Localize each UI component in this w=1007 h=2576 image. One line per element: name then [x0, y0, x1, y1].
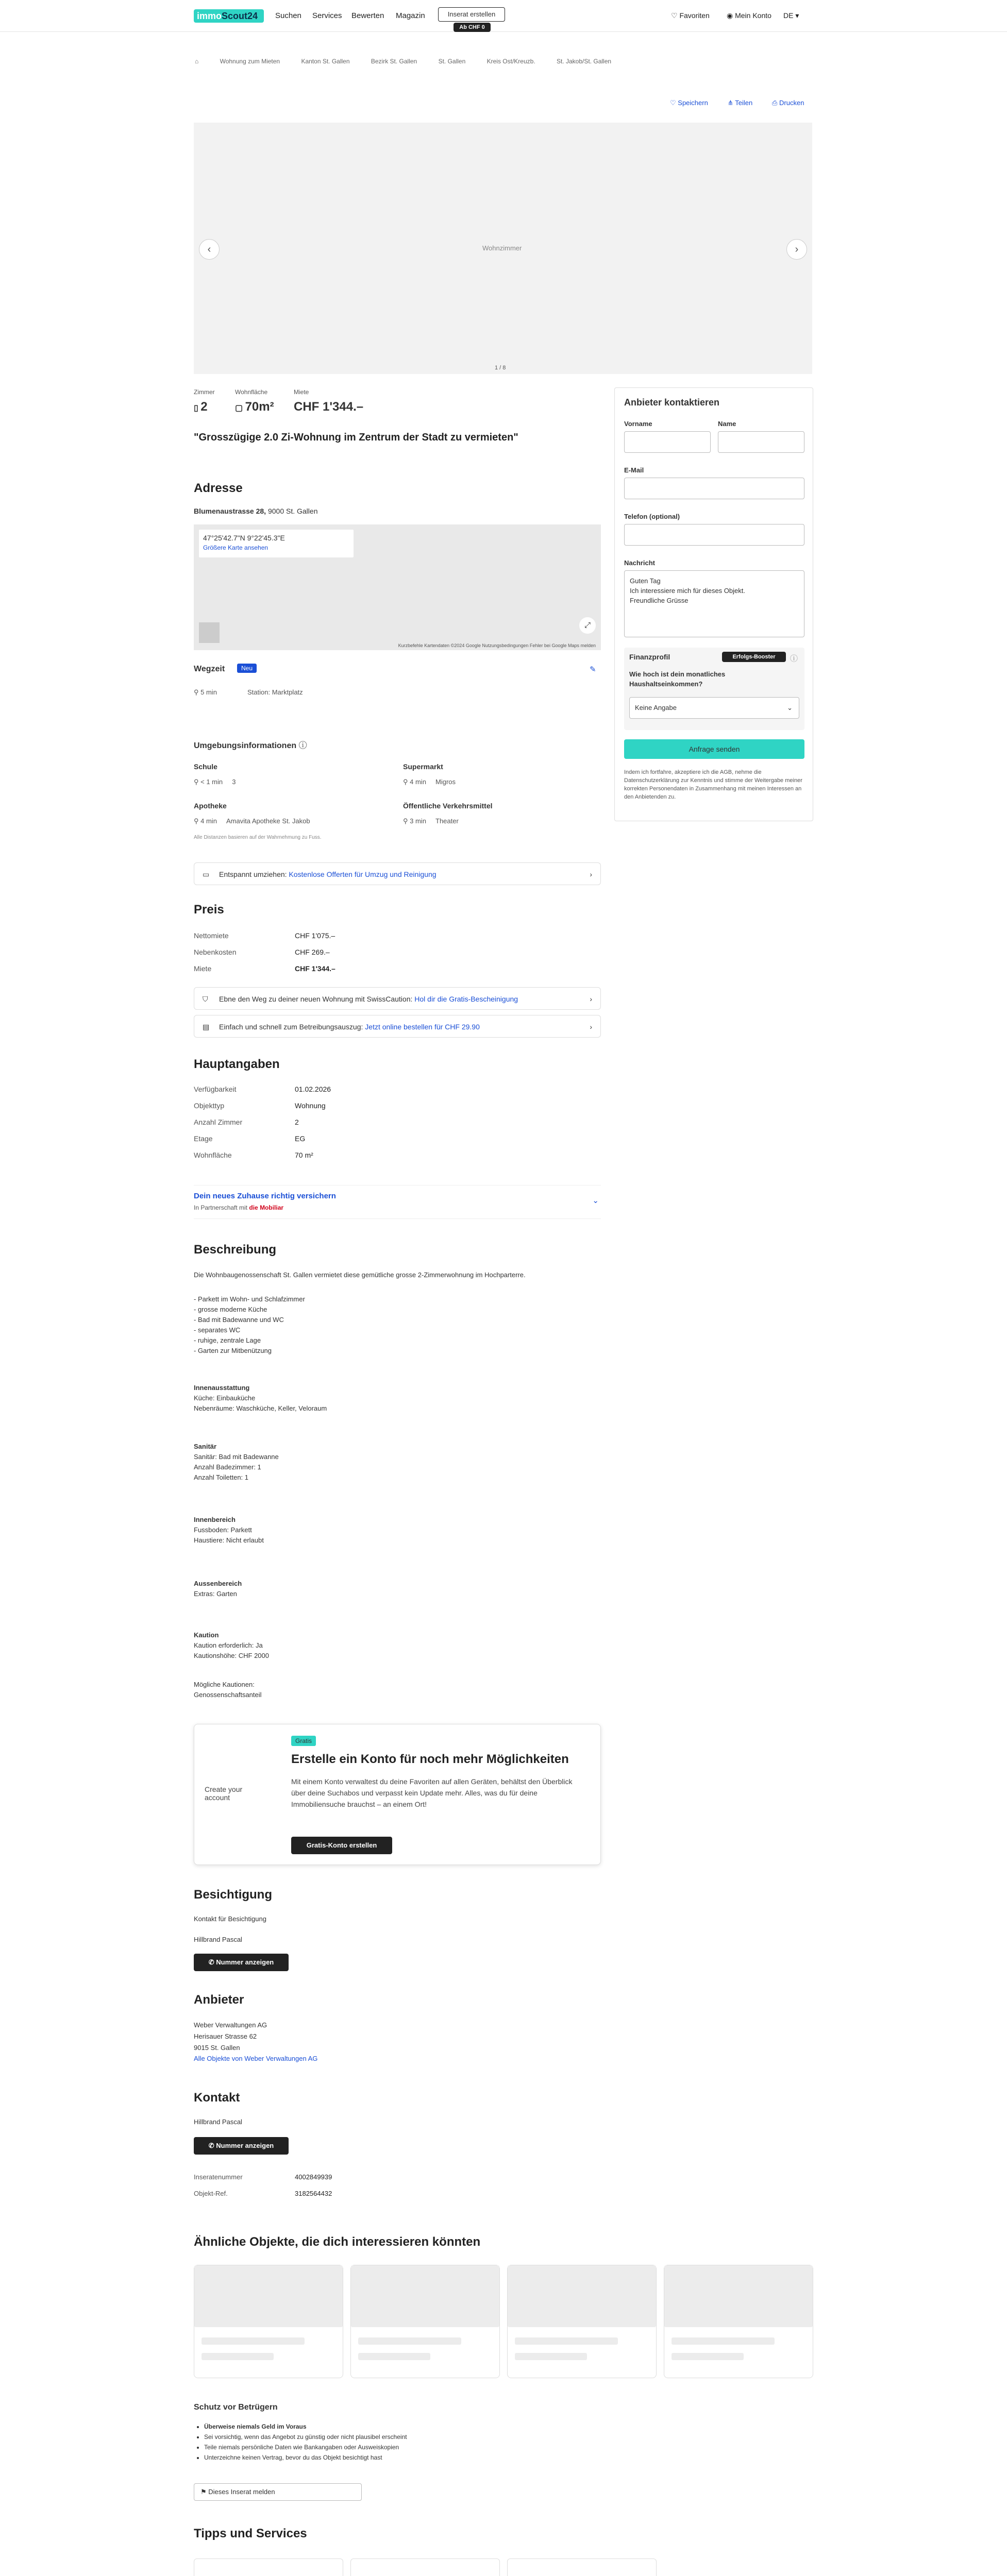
total-rent-label: Miete	[194, 964, 212, 973]
possible-deposits: Mögliche Kautionen: Genossenschaftsanteil	[194, 1681, 262, 1699]
map-larger-link[interactable]: Größere Karte ansehen	[203, 544, 268, 551]
document-icon: ▤	[203, 1023, 210, 1031]
availability-value: 01.02.2026	[295, 1085, 331, 1093]
chevron-right-icon: ›	[590, 870, 592, 878]
surroundings-heading: Umgebungsinformationen ⓘ	[194, 741, 307, 750]
nav-search[interactable]: Suchen	[275, 11, 301, 20]
rooms-label: Zimmer	[194, 388, 215, 396]
fraud-heading: Schutz vor Betrügern	[194, 2403, 278, 2412]
account-promo-title: Erstelle ein Konto für noch mehr Möglichkeiten	[291, 1752, 569, 1766]
crumb[interactable]: St. Gallen	[438, 58, 466, 65]
chevron-right-icon: ›	[590, 1023, 592, 1031]
nav-services[interactable]: Services	[312, 11, 342, 20]
email-input[interactable]	[624, 478, 804, 499]
crumb[interactable]: Bezirk St. Gallen	[371, 58, 417, 65]
object-ref-label: Objekt-Ref.	[194, 2190, 228, 2197]
income-question: Wie hoch ist dein monatliches Haushaltseinkommen?	[629, 670, 726, 688]
phone-icon: ✆	[208, 2142, 216, 2149]
logo[interactable]: immoScout24	[194, 9, 264, 23]
outdoor-section: Aussenbereich Extras: Garten	[194, 1580, 242, 1598]
legal-text: Indem ich fortfahre, akzeptiere ich die AGB, nehme die Datenschutzerklärung zur Kenntnis und stimme der Weitergabe meiner korrekten Personendaten in Zusammenhang mit meinen Interessen an den Anbietenden zu.	[624, 769, 802, 800]
walk-icon: ⚲	[194, 688, 201, 696]
net-rent-value: CHF 1'075.–	[295, 931, 335, 940]
market-label: Supermarkt	[403, 762, 443, 771]
phone-input[interactable]	[624, 524, 804, 546]
map-coords: 47°25'42.7"N 9°22'45.3"E	[203, 534, 285, 542]
last-name-label: Name	[718, 420, 736, 428]
availability-label: Verfügbarkeit	[194, 1085, 237, 1093]
indoor-section: Innenbereich Fussboden: Parkett Haustiere: Nicht erlaubt	[194, 1516, 264, 1544]
swisscaution-row[interactable]	[194, 987, 601, 1010]
address-heading: Adresse	[194, 481, 243, 495]
map-expand-icon[interactable]: ⤢	[579, 617, 596, 634]
school-info: ⚲ < 1 min 3	[194, 778, 236, 786]
tip-card[interactable]	[194, 2558, 343, 2576]
heart-icon: ♡	[670, 99, 678, 107]
floor-value: EG	[295, 1134, 306, 1143]
similar-card[interactable]	[350, 2265, 500, 2378]
insurance-title: Dein neues Zuhause richtig versichern	[194, 1192, 336, 1200]
contact-phone-button[interactable]: ✆ Nummer anzeigen	[194, 2137, 289, 2155]
moving-offer-text: Entspannt umziehen:	[219, 870, 287, 878]
living-area-value: 70 m²	[295, 1151, 313, 1159]
phone-label: Telefon (optional)	[624, 513, 680, 520]
report-listing-button[interactable]: ⚑ Dieses Inserat melden	[194, 2483, 362, 2501]
save-button[interactable]: ♡ Speichern	[670, 99, 708, 107]
similar-card[interactable]	[194, 2265, 343, 2378]
send-request-button[interactable]: Anfrage senden	[624, 739, 804, 759]
sanitary-section: Sanitär Sanitär: Bad mit Badewanne Anzahl Badezimmer: 1 Anzahl Toiletten: 1	[194, 1443, 279, 1481]
tip-card[interactable]	[350, 2558, 500, 2576]
walk-icon: ⚲	[194, 817, 201, 825]
image-gallery[interactable]	[194, 123, 812, 374]
viewing-phone-button[interactable]: ✆ Nummer anzeigen	[194, 1954, 289, 1971]
gallery-prev-button[interactable]	[199, 239, 220, 260]
account-promo-text: Mit einem Konto verwaltest du deine Favoriten auf allen Geräten, behältst den Überblick über deine Suchabos und verpasst kein Update mehr. Alles, was du für deine Immobiliensuche brauchst – an einem Ort!	[291, 1777, 573, 1808]
truck-icon: ▭	[203, 870, 210, 878]
commute-heading: Wegzeit	[194, 665, 225, 673]
info-icon[interactable]: ⓘ	[790, 654, 798, 663]
viewing-heading: Besichtigung	[194, 1888, 273, 1902]
share-button[interactable]: ⋔ Teilen	[728, 99, 753, 107]
door-icon: ▯	[194, 404, 201, 413]
listing-number-value: 4002849939	[295, 2173, 332, 2181]
create-account-button[interactable]: Gratis-Konto erstellen	[291, 1837, 392, 1854]
flag-icon: ⚑	[200, 2488, 209, 2496]
extra-costs-value: CHF 269.–	[295, 948, 330, 956]
chevron-right-icon: ›	[795, 244, 799, 255]
contact-form-heading: Anbieter kontaktieren	[624, 397, 720, 408]
walk-icon: ⚲	[403, 817, 410, 825]
object-type-label: Objekttyp	[194, 1101, 225, 1110]
account-link[interactable]: ◉ Mein Konto	[727, 11, 771, 20]
print-icon: ⎙	[772, 99, 780, 107]
floor-label: Etage	[194, 1134, 213, 1143]
share-icon: ⋔	[728, 99, 735, 107]
chevron-down-icon: ⌄	[787, 704, 793, 711]
caution-text: Ebne den Weg zu deiner neuen Wohnung mit SwissCaution:	[219, 995, 413, 1003]
phone-icon: ✆	[208, 1958, 216, 1966]
insurance-banner[interactable]	[194, 1185, 601, 1219]
insurance-partner: In Partnerschaft mit die Mobiliar	[194, 1204, 284, 1211]
main-info-heading: Hauptangaben	[194, 1057, 280, 1071]
message-textarea[interactable]: Guten Tag Ich interessiere mich für dieses Objekt. Freundliche Grüsse	[624, 570, 804, 637]
tip-card[interactable]	[507, 2558, 657, 2576]
transport-label: Öffentliche Verkehrsmittel	[403, 802, 493, 810]
address-line: Blumenaustrasse 28, 9000 St. Gallen	[194, 507, 318, 515]
favorites-link[interactable]: ♡ Favoriten	[671, 11, 710, 20]
walk-icon: ⚲	[194, 778, 201, 786]
fraud-tips: • Überweise niemals Geld im Voraus • Sei vorsichtig, wenn das Angebot zu günstig oder nicht plausibel erscheint • Teile niemals persönliche Daten wie Bankangaben oder Ausweiskopien • Unterzeichne keinen Vertrag, bevor du das Objekt besichtigt hast	[204, 2421, 407, 2463]
listing-title: "Grosszügige 2.0 Zi-Wohnung im Zentrum der Stadt zu vermieten"	[194, 432, 518, 443]
similar-heading: Ähnliche Objekte, die dich interessieren könnten	[194, 2235, 481, 2249]
chevron-right-icon: ›	[590, 995, 592, 1003]
price-heading: Preis	[194, 903, 224, 917]
finance-profile-box	[624, 648, 804, 730]
net-rent-label: Nettomiete	[194, 931, 229, 940]
room-count-label: Anzahl Zimmer	[194, 1118, 243, 1126]
insert-button[interactable]: Inserat erstellen	[438, 7, 505, 22]
area-label: Wohnfläche	[235, 388, 268, 396]
rent-value: CHF 1'344.–	[294, 400, 364, 414]
user-icon: ◉	[727, 11, 735, 20]
room-count-value: 2	[295, 1118, 299, 1126]
crumb[interactable]: Kreis Ost/Kreuzb.	[486, 58, 535, 65]
transport-info: ⚲ 3 min Theater	[403, 817, 459, 825]
provider-objects-link[interactable]: Alle Objekte von Weber Verwaltungen AG	[194, 2055, 318, 2062]
provider-heading: Anbieter	[194, 1993, 244, 2007]
listing-number-label: Inseratenummer	[194, 2173, 243, 2181]
heart-icon: ♡	[671, 11, 680, 20]
description-heading: Beschreibung	[194, 1243, 277, 1257]
moving-offer-row[interactable]	[194, 862, 601, 885]
free-badge: Gratis	[291, 1736, 316, 1746]
pharmacy-info: ⚲ 4 min Amavita Apotheke St. Jakob	[194, 817, 310, 825]
site-header	[0, 0, 1007, 32]
commute-destination: Station: Marktplatz	[247, 688, 303, 696]
provider-address: Weber Verwaltungen AG Herisauer Strasse 62 9015 St. Gallen	[194, 2021, 267, 2052]
rooms-value: ▯ 2	[194, 400, 208, 414]
deposit-section: Kaution Kaution erforderlich: Ja Kautionshöhe: CHF 2000	[194, 1631, 269, 1659]
chevron-left-icon: ‹	[207, 244, 211, 255]
description-bullets: - Parkett im Wohn- und Schlafzimmer - grosse moderne Küche - Bad mit Badewanne und WC - separates WC - ruhige, zentrale Lage - Garten zur Mitbenützung	[194, 1295, 305, 1354]
description-intro: Die Wohnbaugenossenschaft St. Gallen vermietet diese gemütliche grosse 2-Zimmerwohnung im Hochparterre.	[194, 1271, 526, 1279]
crumb[interactable]: St. Jakob/St. Gallen	[557, 58, 612, 65]
area-icon: ▢	[235, 404, 245, 413]
tips-heading: Tipps und Services	[194, 2527, 307, 2540]
object-type-value: Wohnung	[295, 1101, 326, 1110]
account-promo-left: Create your account	[205, 1785, 243, 1802]
extra-costs-label: Nebenkosten	[194, 948, 237, 956]
success-booster-badge: Erfolgs-Booster	[722, 652, 786, 662]
edit-icon[interactable]: ✎	[590, 665, 596, 674]
debt-extract-row[interactable]	[194, 1015, 601, 1038]
first-name-label: Vorname	[624, 420, 652, 428]
viewing-name: Hillbrand Pascal	[194, 1936, 242, 1943]
interior-section: Innenausstattung Küche: Einbauküche Nebenräume: Waschküche, Keller, Veloraum	[194, 1384, 327, 1412]
nav-evaluate[interactable]: Bewerten	[351, 11, 384, 20]
map-info-card	[199, 530, 354, 557]
object-ref-value: 3182564432	[295, 2190, 332, 2197]
total-rent-value: CHF 1'344.–	[295, 964, 335, 973]
debt-text: Einfach und schnell zum Betreibungsauszug:	[219, 1023, 363, 1031]
first-name-input[interactable]	[624, 431, 711, 453]
language-select[interactable]: DE ▾	[783, 11, 799, 20]
message-label: Nachricht	[624, 559, 655, 567]
breadcrumb	[195, 58, 631, 65]
map-footer: Kurzbefehle Kartendaten ©2024 Google Nutzungsbedingungen Fehler bei Google Maps melden	[398, 643, 596, 648]
market-info: ⚲ 4 min Migros	[403, 778, 456, 786]
contact-form	[614, 387, 813, 821]
account-promo-card	[194, 1724, 601, 1865]
similar-card[interactable]	[664, 2265, 813, 2378]
contact-name: Hillbrand Pascal	[194, 2118, 242, 2126]
commute-time: ⚲ 5 min	[194, 688, 217, 696]
walk-icon: ⚲	[403, 778, 410, 786]
chevron-down-icon: ⌄	[592, 1196, 599, 1205]
new-badge: Neu	[237, 664, 257, 673]
home-icon[interactable]: ⌂	[195, 58, 199, 65]
school-label: Schule	[194, 762, 217, 771]
print-button[interactable]: ⎙ Drucken	[772, 99, 804, 107]
viewing-label: Kontakt für Besichtigung	[194, 1915, 266, 1923]
gallery-next-button[interactable]	[786, 239, 807, 260]
rent-label: Miete	[294, 388, 309, 396]
surroundings-note: Alle Distanzen basieren auf der Wahrnehmung zu Fuss.	[194, 835, 322, 840]
nav-magazine[interactable]: Magazin	[396, 11, 425, 20]
gallery-image-label: Wohnzimmer	[482, 244, 522, 252]
map[interactable]	[194, 524, 601, 650]
debt-link[interactable]: Jetzt online bestellen für CHF 29.90	[365, 1023, 480, 1031]
crumb[interactable]: Kanton St. Gallen	[301, 58, 350, 65]
last-name-input[interactable]	[718, 431, 804, 453]
crumb[interactable]: Wohnung zum Mieten	[220, 58, 280, 65]
pharmacy-label: Apotheke	[194, 802, 227, 810]
living-area-label: Wohnfläche	[194, 1151, 232, 1159]
moving-offer-link[interactable]: Kostenlose Offerten für Umzug und Reinigung	[289, 870, 437, 878]
area-value: ▢ 70m²	[235, 400, 274, 414]
email-label: E-Mail	[624, 466, 644, 474]
gallery-counter: 1 / 8	[495, 365, 506, 371]
info-icon[interactable]: ⓘ	[298, 741, 307, 750]
shield-icon: ⛉	[203, 995, 208, 1003]
similar-card[interactable]	[507, 2265, 657, 2378]
caution-link[interactable]: Hol dir die Gratis-Bescheinigung	[414, 995, 518, 1003]
map-thumbnail[interactable]	[199, 622, 220, 643]
insert-badge: Ab CHF 0	[454, 23, 491, 32]
income-select[interactable]: Keine Angabe ⌄	[629, 697, 799, 719]
contact-heading: Kontakt	[194, 2091, 240, 2105]
finance-label: Finanzprofil	[629, 653, 670, 661]
